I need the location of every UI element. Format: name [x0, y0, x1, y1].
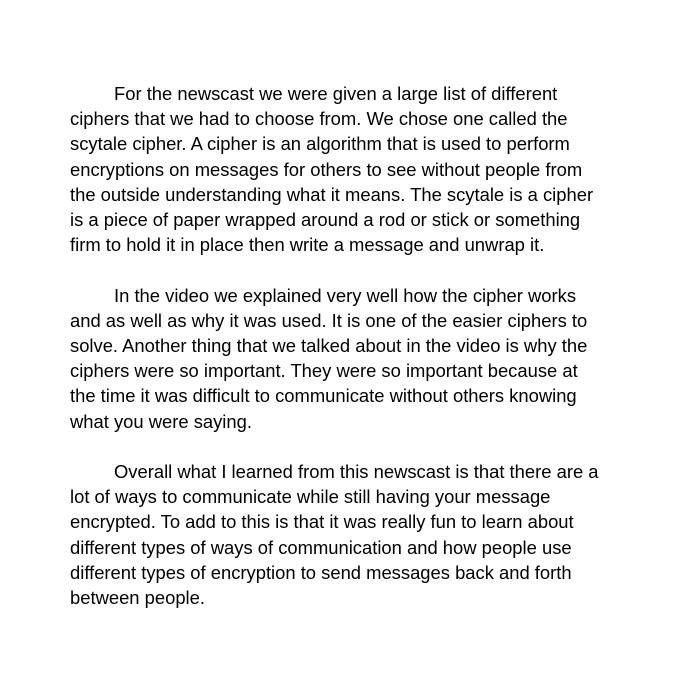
text-line: between people.: [70, 587, 205, 609]
text-line: solve. Another thing that we talked about in the video is why the: [70, 335, 588, 357]
text-line: scytale cipher. A cipher is an algorithm that is used to perform: [70, 133, 570, 155]
text-line: In the video we explained very well how the cipher works: [114, 284, 577, 306]
paragraph-2: [70, 283, 630, 434]
text-line: ciphers that we had to choose from. We chose one called the: [70, 108, 568, 130]
text-line: different types of ways of communication and how people use: [70, 536, 572, 558]
text-line: encryptions on messages for others to see without people from: [70, 158, 583, 180]
text-line: and as well as why it was used. It is one of the easier ciphers to: [70, 309, 588, 331]
text-line: encrypted. To add to this is that it was really fun to learn about: [70, 511, 574, 533]
text-line: different types of encryption to send messages back and forth: [70, 561, 572, 583]
text-line: is a piece of paper wrapped around a rod or stick or something: [70, 209, 581, 231]
text-line: the time it was difficult to communicate without others knowing: [70, 385, 577, 407]
text-line: Overall what I learned from this newscast is that there are a: [114, 461, 599, 483]
paragraph-3: [70, 459, 630, 610]
text-line: firm to hold it in place then write a message and unwrap it.: [70, 234, 545, 256]
text-line: lot of ways to communicate while still having your message: [70, 486, 551, 508]
text-line: For the newscast we were given a large list of different: [114, 83, 558, 104]
text-line: ciphers were so important. They were so important because at: [70, 360, 578, 382]
document-body: [70, 81, 630, 635]
text-line: what you were saying.: [70, 410, 252, 432]
text-line: the outside understanding what it means. The scytale is a cipher: [70, 183, 594, 205]
paragraph-1: [70, 81, 630, 257]
